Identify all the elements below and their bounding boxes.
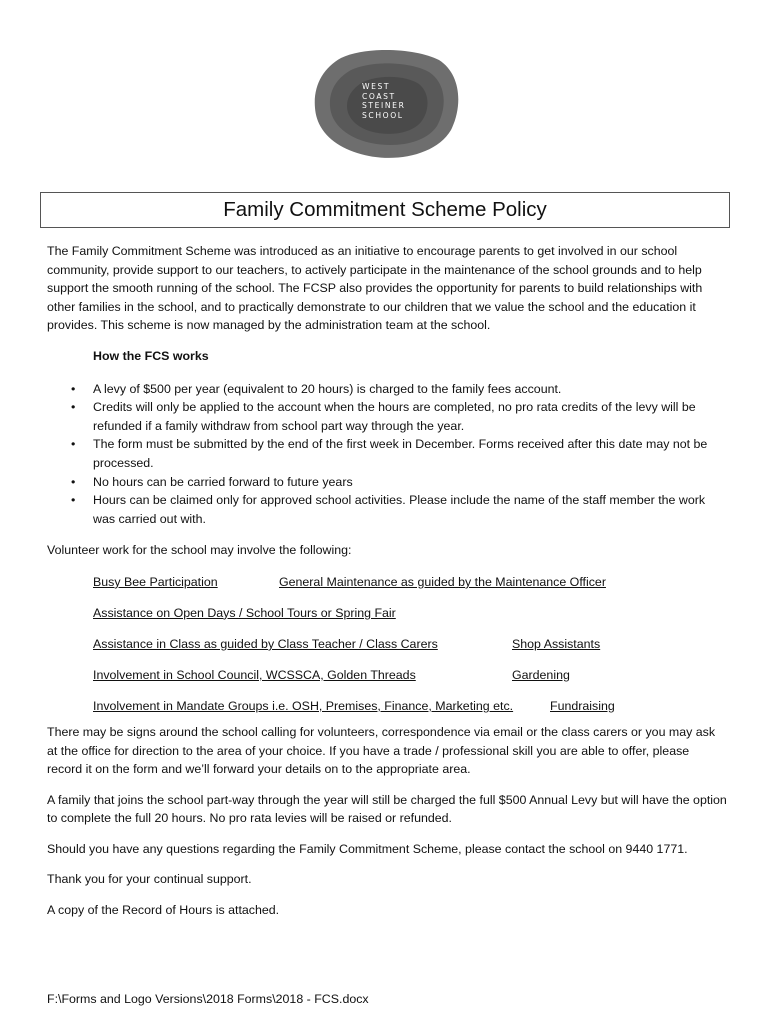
footer-file-path: F:\Forms and Logo Versions\2018 Forms\2018 - FCS.docx: [47, 992, 369, 1006]
title-box: [40, 192, 730, 228]
logo-line: STEINER: [362, 101, 406, 111]
volunteer-activity: Assistance in Class as guided by Class Teacher / Class Carers: [93, 636, 438, 651]
list-item: • A levy of $500 per year (equivalent to 20 hours) is charged to the family fees account.: [47, 380, 727, 399]
list-item: • The form must be submitted by the end of the first week in December. Forms received after this date may not be processed.: [71, 437, 708, 470]
copy-paragraph: A copy of the Record of Hours is attached.: [47, 903, 280, 918]
list-item: • Hours can be claimed only for approved school activities. Please include the name of the staff member the work was carried out with.: [71, 493, 706, 526]
intro-paragraph: The Family Commitment Scheme was introduced as an initiative to encourage parents to get involved in our school community, provide support to our teachers, to actively participate in the maintenance of the school grounds and to help support the smooth running of the school. The FCSP also provides the opportunity for parents to build relationships with other families in the school, and to practically demonstrate to our children that we value the school and the education it provides. This scheme is now managed by the administration team at the school.: [47, 244, 703, 333]
logo-line: COAST: [362, 91, 396, 101]
bullet-icon: •: [71, 493, 76, 508]
questions-paragraph: Should you have any questions regarding the Family Commitment Scheme, please contact the school on 9440 1771.: [47, 841, 688, 856]
part-way-paragraph: A family that joins the school part-way through the year will still be charged the full $500 Annual Levy but will have the option to complete the full 20 hours. No pro rata levies will be raised or refunded.: [47, 792, 727, 826]
volunteer-activity: Shop Assistants: [512, 636, 601, 651]
bullet-icon: •: [71, 400, 76, 415]
how-fcs-heading: How the FCS works: [93, 348, 209, 363]
volunteer-row: [93, 604, 727, 635]
volunteer-activity: Gardening: [512, 667, 570, 682]
volunteer-row: [93, 635, 727, 666]
volunteer-activity: Busy Bee Participation: [93, 574, 218, 589]
volunteer-intro: Volunteer work for the school may involve the following:: [47, 543, 352, 558]
volunteer-row: [93, 573, 727, 604]
volunteer-activity: Involvement in Mandate Groups i.e. OSH, Premises, Finance, Marketing etc.: [93, 698, 514, 713]
signs-paragraph: There may be signs around the school calling for volunteers, correspondence via email or the class carers or you may ask at the office for direction to the area of your choice. If you have a trade / professional skill you are able to offer, please record it on the form and we’ll forward your details on to the appropriate area.: [47, 724, 716, 777]
volunteer-activity: General Maintenance as guided by the Maintenance Officer: [279, 574, 606, 589]
volunteer-row: [93, 666, 727, 697]
fcs-bullet-list: [47, 380, 727, 529]
page-title: Family Commitment Scheme Policy: [223, 198, 547, 221]
thanks-paragraph: Thank you for your continual support.: [47, 872, 252, 887]
logo-wordmark: [362, 82, 405, 120]
document-body: [47, 242, 727, 920]
volunteer-activity: Fundraising: [550, 698, 615, 713]
bullet-icon: •: [71, 381, 76, 396]
logo-line: SCHOOL: [362, 110, 404, 120]
volunteer-activity: Involvement in School Council, WCSSCA, Golden Threads: [93, 667, 416, 682]
bullet-icon: •: [71, 474, 76, 489]
volunteer-activity: Assistance on Open Days / School Tours or Spring Fair: [93, 605, 396, 620]
list-item: • No hours can be carried forward to future years: [47, 473, 727, 492]
logo-line: WEST: [362, 82, 391, 91]
bullet-icon: •: [71, 437, 76, 452]
list-item: • Credits will only be applied to the account when the hours are completed, no pro rata credits of the levy will be refunded if a family withdraw from school part way through the year.: [71, 400, 696, 433]
volunteer-row: [93, 697, 727, 723]
